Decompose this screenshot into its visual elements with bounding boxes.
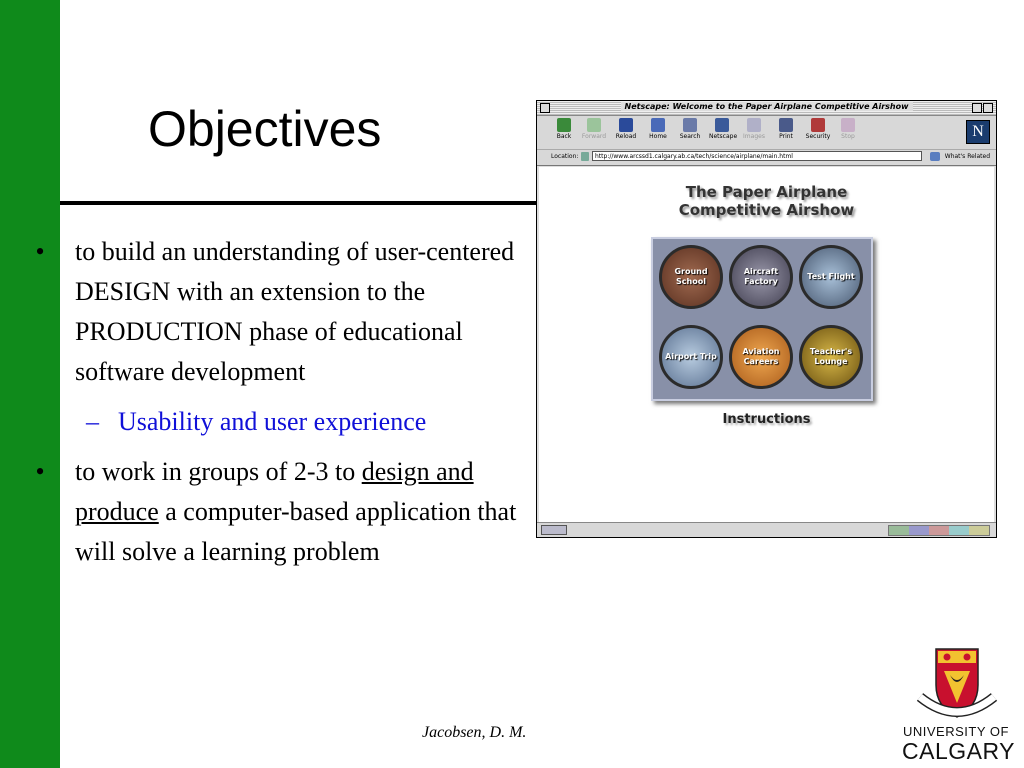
stop-button[interactable] xyxy=(835,118,861,140)
images-label: Images xyxy=(743,133,765,140)
site-title-line2: Competitive Airshow xyxy=(678,201,855,219)
aviation-careers-button[interactable]: Aviation Careers xyxy=(729,325,793,389)
bullet-text: to build an understanding of user-centered DESIGN with an extension to the PRODUCTION phase of educational software development xyxy=(75,237,515,386)
browser-status-bar xyxy=(537,522,996,537)
browser-content xyxy=(539,167,994,523)
title-divider xyxy=(60,201,538,205)
home-button[interactable] xyxy=(645,118,671,140)
browser-window-title: Netscape: Welcome to the Paper Airplane Competitive Airshow xyxy=(620,102,912,111)
whats-related-button[interactable]: What's Related xyxy=(944,153,990,160)
bullet-text-pre: to work in groups of 2-3 to xyxy=(75,457,362,486)
university-crest-icon xyxy=(916,645,998,725)
reload-icon xyxy=(619,118,633,132)
bullet-text-underlined: design and produce xyxy=(75,457,474,526)
print-button[interactable] xyxy=(773,118,799,140)
test-flight-button[interactable]: Test Flight xyxy=(799,245,863,309)
location-bar xyxy=(537,150,996,166)
stop-label: Stop xyxy=(841,133,855,140)
sub-bullet-item xyxy=(30,402,530,442)
security-button[interactable] xyxy=(805,118,831,140)
images-button[interactable] xyxy=(741,118,767,140)
back-label: Back xyxy=(556,133,572,140)
security-lock-icon xyxy=(811,118,825,132)
bookmark-icon[interactable] xyxy=(581,152,589,161)
reload-label: Reload xyxy=(615,133,637,140)
browser-window xyxy=(536,100,997,538)
home-icon xyxy=(651,118,665,132)
search-button[interactable] xyxy=(677,118,703,140)
netscape-button[interactable] xyxy=(709,118,738,140)
reload-button[interactable] xyxy=(613,118,639,140)
site-title xyxy=(539,183,994,219)
aircraft-factory-button[interactable]: Aircraft Factory xyxy=(729,245,793,309)
images-icon xyxy=(747,118,761,132)
ground-school-button[interactable]: Ground School xyxy=(659,245,723,309)
slide-title: Objectives xyxy=(148,101,382,157)
stop-icon xyxy=(841,118,855,132)
close-box-icon[interactable] xyxy=(540,103,550,113)
forward-label: Forward xyxy=(581,133,607,140)
bullet-item xyxy=(30,232,530,392)
netscape-icon xyxy=(715,118,729,132)
sub-bullet-dash: – xyxy=(86,407,99,436)
location-url-field[interactable]: http://www.arcssd1.calgary.ab.ca/tech/science/airplane/main.html xyxy=(592,151,922,161)
security-label: Security xyxy=(805,133,831,140)
whats-related-icon[interactable] xyxy=(930,152,940,161)
bullet-text-post: a computer-based application that will solve a learning problem xyxy=(75,497,517,566)
airport-trip-button[interactable]: Airport Trip xyxy=(659,325,723,389)
browser-toolbar xyxy=(537,116,996,150)
home-label: Home xyxy=(649,133,667,140)
security-status-icon[interactable] xyxy=(541,525,567,535)
forward-button[interactable] xyxy=(581,118,607,140)
university-name-line2: CALGARY xyxy=(902,738,1016,764)
search-label: Search xyxy=(679,133,701,140)
bullet-item xyxy=(30,452,530,572)
zoom-box-icon[interactable] xyxy=(972,103,982,113)
bullet-dot: • xyxy=(35,457,45,486)
netscape-logo-icon[interactable]: N xyxy=(966,120,990,144)
collapse-box-icon[interactable] xyxy=(983,103,993,113)
location-label: Location: xyxy=(551,153,579,160)
back-arrow-icon xyxy=(557,118,571,132)
nav-panel xyxy=(651,237,873,401)
print-label: Print xyxy=(779,133,793,140)
search-icon xyxy=(683,118,697,132)
forward-arrow-icon xyxy=(587,118,601,132)
slide-footer: Jacobsen, D. M. xyxy=(422,724,527,741)
site-title-line1: The Paper Airplane xyxy=(685,183,848,201)
bullet-dot: • xyxy=(35,237,45,266)
browser-titlebar xyxy=(537,101,996,116)
back-button[interactable] xyxy=(551,118,577,140)
component-tray-icons[interactable] xyxy=(888,525,990,536)
print-icon xyxy=(779,118,793,132)
teachers-lounge-button[interactable]: Teacher's Lounge xyxy=(799,325,863,389)
bullet-list xyxy=(30,232,530,572)
netscape-label: Netscape xyxy=(709,133,738,140)
university-name-line1: UNIVERSITY OF xyxy=(903,724,1009,739)
sub-bullet-text: Usability and user experience xyxy=(118,407,427,436)
instructions-link[interactable]: Instructions xyxy=(722,412,811,427)
